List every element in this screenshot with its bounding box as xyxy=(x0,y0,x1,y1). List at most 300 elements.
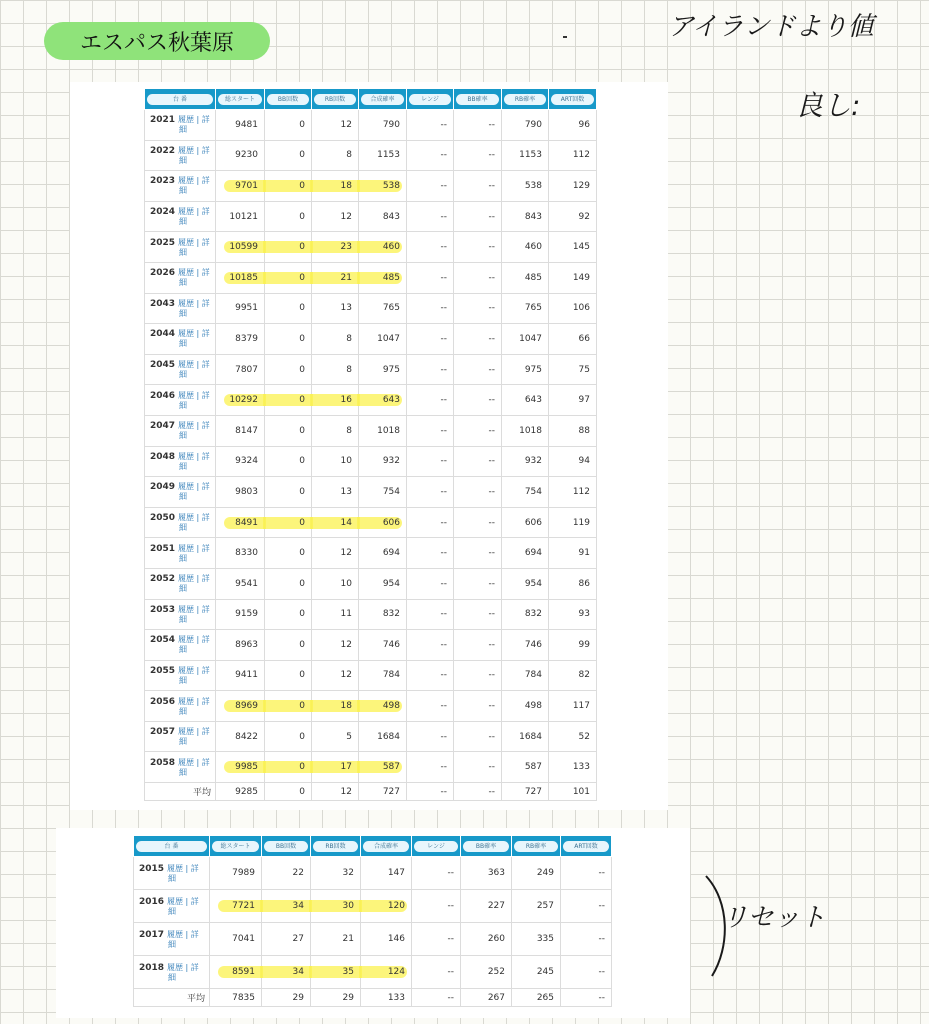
cell-value: 9951 xyxy=(235,303,258,314)
cell-value: -- xyxy=(488,731,495,742)
column-header-button[interactable]: BB回数 xyxy=(267,94,309,105)
machine-number: 2047 xyxy=(150,421,176,432)
table-row xyxy=(134,956,612,989)
column-header[interactable] xyxy=(561,836,612,857)
cell-value: 75 xyxy=(578,364,590,375)
column-header-button[interactable]: RB確率 xyxy=(514,841,558,852)
table-cell xyxy=(262,890,311,923)
table-cell xyxy=(359,446,407,477)
cell-value: 112 xyxy=(572,150,590,161)
highlighter-mark xyxy=(260,966,312,978)
table-cell xyxy=(265,140,312,171)
detail-link-wrap[interactable]: 細 xyxy=(179,553,187,563)
detail-link-wrap[interactable]: 細 xyxy=(168,972,176,982)
column-header-button[interactable]: 合成確率 xyxy=(363,841,409,852)
history-detail-link[interactable]: 履歴 | 詳 xyxy=(167,896,199,906)
cell-value: 643 xyxy=(382,395,400,406)
history-detail-link[interactable]: 履歴 | 詳 xyxy=(178,665,210,675)
detail-link-wrap[interactable]: 細 xyxy=(168,873,176,883)
table-cell xyxy=(312,232,359,263)
cell-value: 0 xyxy=(299,211,305,222)
detail-link-wrap[interactable]: 細 xyxy=(179,523,187,533)
cell-value: 34 xyxy=(292,967,304,977)
table-cell xyxy=(216,171,265,202)
cell-value: 843 xyxy=(524,211,542,222)
history-detail-link[interactable]: 履歴 | 詳 xyxy=(178,329,210,339)
history-detail-link[interactable]: 履歴 | 詳 xyxy=(178,176,210,186)
table-cell xyxy=(359,568,407,599)
table-cell xyxy=(265,232,312,263)
column-header-button[interactable]: ART回数 xyxy=(551,94,594,105)
machine-number-cell xyxy=(145,262,216,293)
highlighter-mark xyxy=(310,241,360,253)
table-cell xyxy=(407,477,454,508)
table-cell xyxy=(216,507,265,538)
table-cell xyxy=(512,890,561,923)
machine-number-cell xyxy=(145,415,216,446)
column-header[interactable] xyxy=(312,89,359,110)
table-cell xyxy=(265,691,312,722)
table-cell xyxy=(265,568,312,599)
history-detail-link[interactable]: 履歴 | 詳 xyxy=(178,727,210,737)
column-header-button[interactable]: BB回数 xyxy=(264,841,308,852)
machine-number: 2050 xyxy=(150,513,176,524)
average-cell: 9285 xyxy=(216,783,265,801)
cell-value: -- xyxy=(488,609,495,620)
machine-number-cell xyxy=(145,599,216,630)
detail-link-wrap[interactable]: 細 xyxy=(179,584,187,594)
cell-value: 34 xyxy=(292,901,304,911)
cell-value: -- xyxy=(440,211,447,222)
table-cell xyxy=(361,890,412,923)
cell-value: 245 xyxy=(536,967,554,977)
table-cell xyxy=(407,599,454,630)
table-cell xyxy=(359,293,407,324)
table-cell xyxy=(312,477,359,508)
cell-value: 1018 xyxy=(377,425,400,436)
column-header[interactable] xyxy=(359,89,407,110)
column-header-button[interactable]: BB確率 xyxy=(456,94,499,105)
history-detail-link[interactable]: 履歴 | 詳 xyxy=(178,237,210,247)
cell-value: 0 xyxy=(299,486,305,497)
table-cell xyxy=(454,324,502,355)
cell-value: 12 xyxy=(340,548,352,559)
column-header[interactable] xyxy=(454,89,502,110)
table-cell xyxy=(502,599,549,630)
table-cell xyxy=(359,752,407,783)
machine-number: 2017 xyxy=(139,929,165,940)
detail-link-wrap[interactable]: 細 xyxy=(168,906,176,916)
machine-number-cell xyxy=(134,857,210,890)
machine-number-cell xyxy=(145,293,216,324)
table-cell xyxy=(502,140,549,171)
column-header[interactable] xyxy=(262,836,311,857)
table-cell xyxy=(502,385,549,416)
cell-value: -- xyxy=(440,762,447,773)
cell-value: -- xyxy=(440,119,447,130)
cell-value: 9481 xyxy=(235,119,258,130)
average-cell: -- xyxy=(454,783,502,801)
table-cell xyxy=(502,354,549,385)
detail-link-wrap[interactable]: 細 xyxy=(179,492,187,502)
detail-link-wrap[interactable]: 細 xyxy=(179,737,187,747)
history-detail-link[interactable]: 履歴 | 詳 xyxy=(178,543,210,553)
cell-value: 13 xyxy=(340,486,352,497)
table-cell xyxy=(454,630,502,661)
cell-value: -- xyxy=(598,934,605,944)
cell-value: -- xyxy=(440,303,447,314)
cell-value: 93 xyxy=(578,609,590,620)
cell-value: 8 xyxy=(346,364,352,375)
column-header[interactable] xyxy=(461,836,512,857)
table-cell xyxy=(216,415,265,446)
table-cell xyxy=(312,660,359,691)
highlighter-mark xyxy=(310,700,360,712)
detail-link-wrap[interactable]: 細 xyxy=(179,461,187,471)
table-cell xyxy=(407,354,454,385)
table-cell xyxy=(561,857,612,890)
column-header-button[interactable]: ART回数 xyxy=(563,841,609,852)
table-cell xyxy=(407,110,454,141)
table-cell xyxy=(265,171,312,202)
machine-number: 2058 xyxy=(150,757,176,768)
history-detail-link[interactable]: 履歴 | 詳 xyxy=(178,696,210,706)
cell-value: 335 xyxy=(536,934,554,944)
history-detail-link[interactable]: 履歴 | 詳 xyxy=(178,482,210,492)
machine-number: 2043 xyxy=(150,298,176,309)
table-row xyxy=(145,385,597,416)
table-cell xyxy=(312,385,359,416)
history-detail-link[interactable]: 履歴 | 詳 xyxy=(178,115,210,125)
cell-value: 9803 xyxy=(235,486,258,497)
cell-value: -- xyxy=(488,180,495,191)
table-row xyxy=(145,538,597,569)
column-header-button[interactable]: レンジ xyxy=(409,94,451,105)
cell-value: 0 xyxy=(299,150,305,161)
table-cell xyxy=(312,415,359,446)
cell-value: 8147 xyxy=(235,425,258,436)
machine-number: 2025 xyxy=(150,237,176,248)
cell-value: -- xyxy=(488,701,495,712)
machine-number: 2044 xyxy=(150,329,176,340)
machine-number: 2057 xyxy=(150,727,176,738)
detail-link-wrap[interactable]: 細 xyxy=(179,155,187,165)
table-cell xyxy=(216,354,265,385)
table-cell xyxy=(359,691,407,722)
machine-number: 2018 xyxy=(139,962,165,973)
highlighter-mark xyxy=(263,272,313,284)
history-detail-link[interactable]: 履歴 | 詳 xyxy=(178,298,210,308)
cell-value: 538 xyxy=(382,180,400,191)
table-cell xyxy=(512,857,561,890)
detail-link-wrap[interactable]: 細 xyxy=(179,217,187,227)
table-cell xyxy=(311,956,361,989)
column-header-button[interactable]: 総スタート xyxy=(218,94,262,105)
cell-value: 746 xyxy=(382,639,400,650)
machine-number-cell xyxy=(145,354,216,385)
table-row xyxy=(145,446,597,477)
column-header[interactable] xyxy=(311,836,361,857)
table-cell xyxy=(502,660,549,691)
table-cell xyxy=(359,630,407,661)
detail-link-wrap[interactable]: 細 xyxy=(179,370,187,380)
average-cell: 29 xyxy=(311,989,361,1007)
detail-link-wrap[interactable]: 細 xyxy=(179,308,187,318)
column-header-button[interactable]: レンジ xyxy=(414,841,458,852)
table-cell xyxy=(549,630,597,661)
table-cell xyxy=(216,262,265,293)
cell-value: -- xyxy=(488,670,495,681)
table-cell xyxy=(549,660,597,691)
table-row xyxy=(145,232,597,263)
history-detail-link[interactable]: 履歴 | 詳 xyxy=(178,390,210,400)
detail-link-wrap[interactable]: 細 xyxy=(179,645,187,655)
cell-value: 35 xyxy=(342,967,354,977)
machine-number-cell xyxy=(145,446,216,477)
history-detail-link[interactable]: 履歴 | 詳 xyxy=(178,635,210,645)
table-row xyxy=(145,752,597,783)
cell-value: 954 xyxy=(524,578,542,589)
detail-link-wrap[interactable]: 細 xyxy=(179,400,187,410)
table-cell xyxy=(262,956,311,989)
history-detail-link[interactable]: 履歴 | 詳 xyxy=(167,962,199,972)
table-cell xyxy=(361,923,412,956)
average-cell: -- xyxy=(407,783,454,801)
table-cell xyxy=(210,890,262,923)
table-cell xyxy=(359,721,407,752)
machine-number-cell xyxy=(145,752,216,783)
detail-link-wrap[interactable]: 細 xyxy=(179,431,187,441)
history-detail-link[interactable]: 履歴 | 詳 xyxy=(178,604,210,614)
machine-number-cell xyxy=(145,691,216,722)
history-detail-link[interactable]: 履歴 | 詳 xyxy=(178,145,210,155)
table-cell xyxy=(216,752,265,783)
table-row xyxy=(145,568,597,599)
history-detail-link[interactable]: 履歴 | 詳 xyxy=(167,863,199,873)
detail-link-wrap[interactable]: 細 xyxy=(179,125,187,135)
history-detail-link[interactable]: 履歴 | 詳 xyxy=(178,574,210,584)
cell-value: 8 xyxy=(346,150,352,161)
table-cell xyxy=(265,354,312,385)
history-detail-link[interactable]: 履歴 | 詳 xyxy=(178,513,210,523)
table-cell xyxy=(265,630,312,661)
machine-number: 2053 xyxy=(150,604,176,615)
average-cell: 265 xyxy=(512,989,561,1007)
table-cell xyxy=(412,857,461,890)
cell-value: -- xyxy=(488,395,495,406)
table-cell xyxy=(312,324,359,355)
cell-value: -- xyxy=(488,639,495,650)
cell-value: 460 xyxy=(524,242,542,253)
cell-value: -- xyxy=(488,150,495,161)
table-cell xyxy=(312,507,359,538)
cell-value: 27 xyxy=(292,934,304,944)
machine-number-cell xyxy=(134,956,210,989)
cell-value: -- xyxy=(488,425,495,436)
cell-value: -- xyxy=(598,967,605,977)
column-header[interactable] xyxy=(145,89,216,110)
cell-value: 0 xyxy=(299,242,305,253)
table-cell xyxy=(454,660,502,691)
table-cell xyxy=(454,568,502,599)
history-detail-link[interactable]: 履歴 | 詳 xyxy=(178,207,210,217)
table-cell xyxy=(312,752,359,783)
cell-value: 9324 xyxy=(235,456,258,467)
average-cell: -- xyxy=(412,989,461,1007)
machine-number-cell xyxy=(145,110,216,141)
cell-value: 106 xyxy=(572,303,590,314)
highlighter-mark xyxy=(309,900,362,912)
machine-number-cell xyxy=(145,385,216,416)
cell-value: -- xyxy=(488,333,495,344)
column-header-button[interactable]: RB回数 xyxy=(314,94,356,105)
average-cell: 133 xyxy=(361,989,412,1007)
table-cell xyxy=(262,857,311,890)
table-cell xyxy=(312,201,359,232)
table-cell xyxy=(549,538,597,569)
detail-link-wrap[interactable]: 細 xyxy=(179,339,187,349)
column-header-button[interactable]: 台 番 xyxy=(147,94,213,105)
detail-link-wrap[interactable]: 細 xyxy=(179,247,187,257)
cell-value: 22 xyxy=(292,868,304,878)
machine-number: 2045 xyxy=(150,360,176,371)
table-cell xyxy=(359,415,407,446)
history-detail-link[interactable]: 履歴 | 詳 xyxy=(178,421,210,431)
table-cell xyxy=(454,538,502,569)
history-detail-link[interactable]: 履歴 | 詳 xyxy=(178,268,210,278)
table-cell xyxy=(561,956,612,989)
cell-value: 1018 xyxy=(519,425,542,436)
cell-value: 99 xyxy=(578,639,590,650)
table-cell xyxy=(265,201,312,232)
machine-number: 2046 xyxy=(150,390,176,401)
cell-value: -- xyxy=(488,211,495,222)
cell-value: 587 xyxy=(382,762,400,773)
cell-value: 0 xyxy=(299,548,305,559)
column-header[interactable] xyxy=(210,836,262,857)
column-header[interactable] xyxy=(265,89,312,110)
table-row xyxy=(145,691,597,722)
column-header-button[interactable]: 合成確率 xyxy=(361,94,404,105)
machine-number: 2048 xyxy=(150,451,176,462)
table-cell xyxy=(216,446,265,477)
table-cell xyxy=(359,538,407,569)
detail-link-wrap[interactable]: 細 xyxy=(179,186,187,196)
highlighter-mark xyxy=(260,900,312,912)
cell-value: 88 xyxy=(578,425,590,436)
table-cell xyxy=(407,507,454,538)
cell-value: -- xyxy=(440,517,447,528)
cell-value: 124 xyxy=(387,967,405,977)
cell-value: 10599 xyxy=(229,242,258,253)
cell-value: -- xyxy=(488,242,495,253)
cell-value: -- xyxy=(440,272,447,283)
column-header-button[interactable]: 総スタート xyxy=(212,841,259,852)
cell-value: 0 xyxy=(299,578,305,589)
table-cell xyxy=(359,660,407,691)
column-header[interactable] xyxy=(502,89,549,110)
detail-link-wrap[interactable]: 細 xyxy=(179,767,187,777)
detail-link-wrap[interactable]: 細 xyxy=(179,278,187,288)
column-header[interactable] xyxy=(407,89,454,110)
history-detail-link[interactable]: 履歴 | 詳 xyxy=(178,360,210,370)
detail-link-wrap[interactable]: 細 xyxy=(179,706,187,716)
machine-number-cell xyxy=(134,890,210,923)
table-cell xyxy=(216,721,265,752)
cell-value: 975 xyxy=(524,364,542,375)
table-cell xyxy=(454,201,502,232)
table-cell xyxy=(265,752,312,783)
table-header-row xyxy=(145,89,597,110)
cell-value: 7989 xyxy=(232,868,255,878)
table-cell xyxy=(454,262,502,293)
table-cell xyxy=(412,956,461,989)
history-detail-link[interactable]: 履歴 | 詳 xyxy=(178,451,210,461)
table-row xyxy=(145,262,597,293)
column-header[interactable] xyxy=(412,836,461,857)
table-cell xyxy=(549,446,597,477)
table-cell xyxy=(216,599,265,630)
handwritten-note-top2: 良し: xyxy=(795,89,861,122)
table-cell xyxy=(216,691,265,722)
cell-value: -- xyxy=(440,150,447,161)
column-header-button[interactable]: RB回数 xyxy=(313,841,358,852)
column-header[interactable] xyxy=(361,836,412,857)
table-cell xyxy=(312,630,359,661)
cell-value: -- xyxy=(598,901,605,911)
column-header-button[interactable]: 台 番 xyxy=(136,841,207,852)
column-header[interactable] xyxy=(134,836,210,857)
average-cell: 12 xyxy=(312,783,359,801)
machine-number: 2051 xyxy=(150,543,176,554)
column-header-button[interactable]: BB確率 xyxy=(463,841,509,852)
table-cell xyxy=(312,446,359,477)
cell-value: -- xyxy=(440,395,447,406)
history-detail-link[interactable]: 履歴 | 詳 xyxy=(167,929,199,939)
detail-link-wrap[interactable]: 細 xyxy=(179,675,187,685)
cell-value: 1153 xyxy=(377,150,400,161)
cell-value: 754 xyxy=(524,486,542,497)
cell-value: 18 xyxy=(340,180,352,191)
table-cell xyxy=(312,599,359,630)
table-row xyxy=(145,201,597,232)
table-cell xyxy=(502,477,549,508)
history-detail-link[interactable]: 履歴 | 詳 xyxy=(178,757,210,767)
column-header[interactable] xyxy=(549,89,597,110)
column-header[interactable] xyxy=(512,836,561,857)
cell-value: 485 xyxy=(524,272,542,283)
column-header-button[interactable]: RB確率 xyxy=(504,94,546,105)
table-cell xyxy=(549,262,597,293)
table-cell xyxy=(549,110,597,141)
table-cell xyxy=(561,923,612,956)
table-cell xyxy=(407,262,454,293)
table-cell xyxy=(502,691,549,722)
table-cell xyxy=(265,721,312,752)
table-cell xyxy=(210,956,262,989)
table-cell xyxy=(312,691,359,722)
table-row xyxy=(145,630,597,661)
table-cell xyxy=(502,415,549,446)
column-header[interactable] xyxy=(216,89,265,110)
detail-link-wrap[interactable]: 細 xyxy=(179,614,187,624)
cell-value: 11 xyxy=(340,609,352,620)
table-cell xyxy=(407,415,454,446)
table-cell xyxy=(359,477,407,508)
table-row xyxy=(134,890,612,923)
detail-link-wrap[interactable]: 細 xyxy=(168,939,176,949)
table-cell xyxy=(359,201,407,232)
